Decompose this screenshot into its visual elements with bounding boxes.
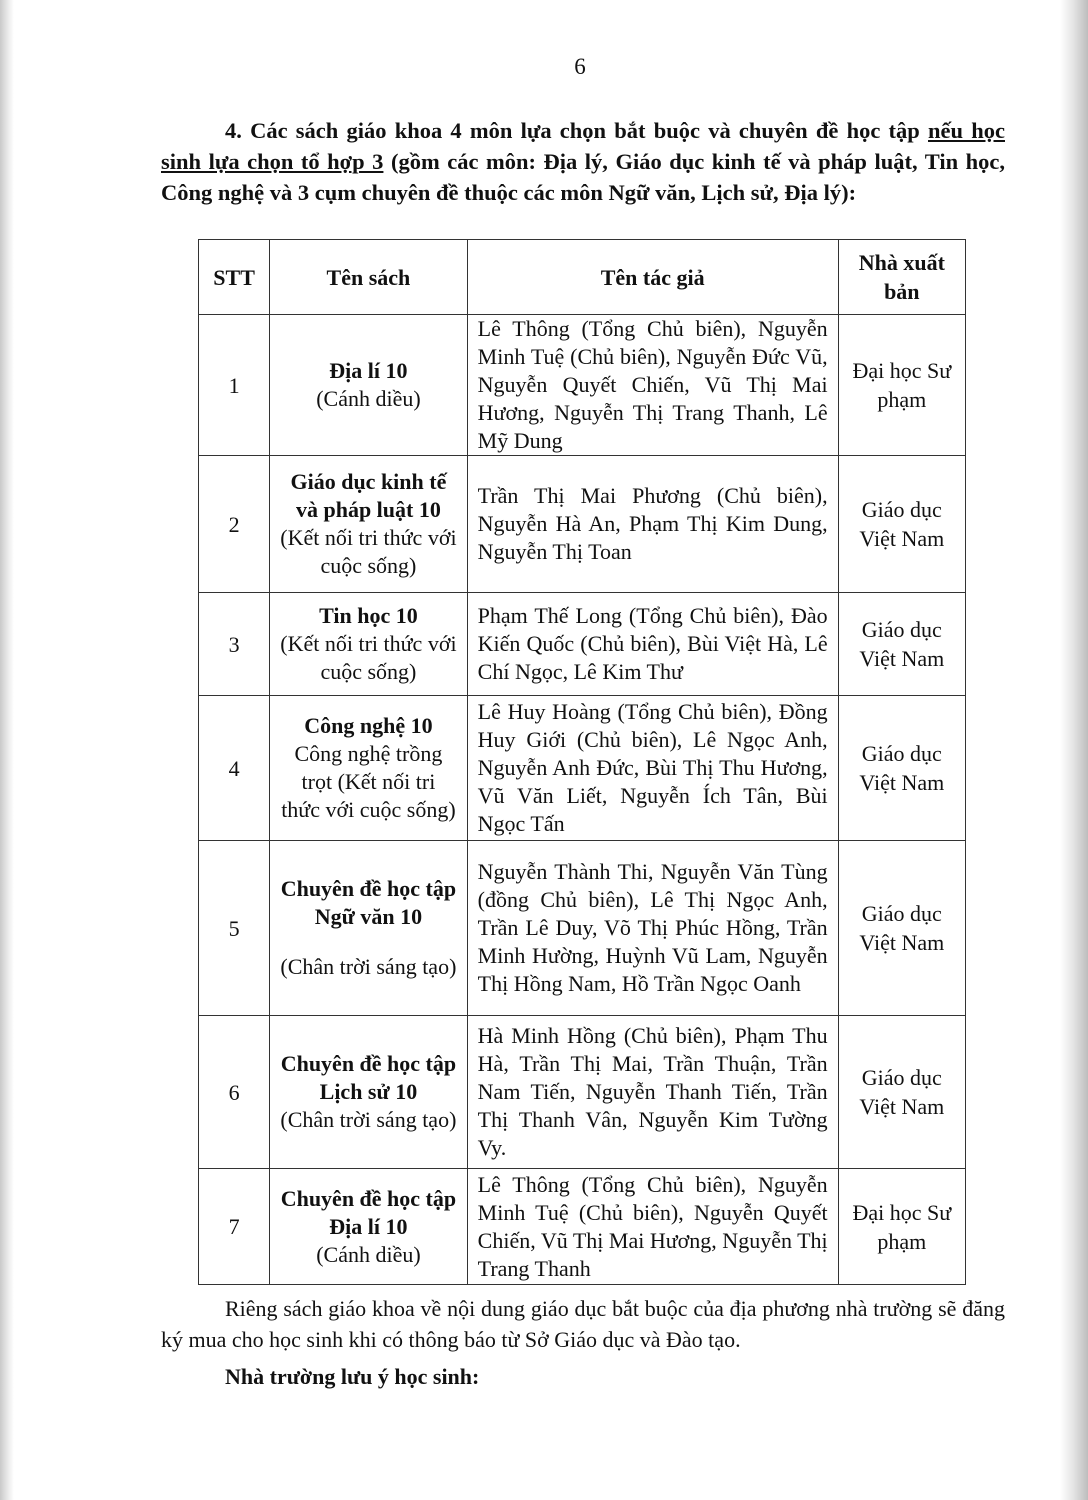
title-rest: (Chân trời sáng tạo) bbox=[280, 954, 457, 979]
row-stt: 2 bbox=[199, 456, 270, 593]
table-row bbox=[199, 841, 966, 1016]
row-publisher: Đại học Sư phạm bbox=[838, 1169, 965, 1285]
section-heading bbox=[161, 115, 1005, 208]
table-row bbox=[199, 593, 966, 696]
header-stt: STT bbox=[199, 240, 270, 315]
row-title bbox=[270, 841, 468, 1016]
title-bold: Giáo dục kinh tế và pháp luật 10 bbox=[290, 469, 447, 522]
row-authors: Trần Thị Mai Phương (Chủ biên), Nguyễn Hà An, Phạm Thị Kim Dung, Nguyễn Thị Toan bbox=[467, 456, 838, 593]
row-stt: 5 bbox=[199, 841, 270, 1016]
row-authors: Nguyễn Thành Thi, Nguyễn Văn Tùng (đồng Chủ biên), Lê Thị Ngọc Anh, Trần Lê Duy, Võ Thị Phúc Hồng, Trần Minh Hường, Huỳnh Vũ Lam, Nguyễn Thị Hồng Nam, Hồ Trần Ngọc Oanh bbox=[467, 841, 838, 1016]
textbook-table bbox=[198, 239, 966, 1285]
title-bold: Công nghệ 10 bbox=[304, 713, 433, 738]
heading-underlined: nếu học sinh lựa chọn tổ hợp 3 bbox=[161, 118, 1005, 174]
page-left-shadow bbox=[0, 0, 14, 1500]
row-authors: Phạm Thế Long (Tổng Chủ biên), Đào Kiến Quốc (Chủ biên), Bùi Việt Hà, Lê Chí Ngọc, Lê Kim Thư bbox=[467, 593, 838, 696]
title-rest: (Kết nối tri thức với cuộc sống) bbox=[280, 525, 457, 578]
title-rest: (Kết nối tri thức với cuộc sống) bbox=[280, 631, 457, 684]
row-authors: Hà Minh Hồng (Chủ biên), Phạm Thu Hà, Trần Thị Mai, Trần Thuận, Trần Nam Tiến, Nguyễn Thanh Tiến, Trần Thị Thanh Vân, Nguyễn Kim Tường Vy. bbox=[467, 1016, 838, 1169]
header-title: Tên sách bbox=[270, 240, 468, 315]
table-row bbox=[199, 696, 966, 841]
title-bold: Chuyên đề học tập Lịch sử 10 bbox=[280, 1051, 457, 1104]
row-publisher: Giáo dục Việt Nam bbox=[838, 1016, 965, 1169]
heading-part1: 4. Các sách giáo khoa 4 môn lựa chọn bắt buộc và chuyên đề học tập bbox=[225, 118, 929, 143]
row-stt: 1 bbox=[199, 315, 270, 456]
note-paragraph bbox=[161, 1293, 1005, 1355]
row-stt: 3 bbox=[199, 593, 270, 696]
row-title bbox=[270, 696, 468, 841]
page-right-shadow bbox=[1060, 0, 1088, 1500]
row-publisher: Đại học Sư phạm bbox=[838, 315, 965, 456]
header-author: Tên tác giả bbox=[467, 240, 838, 315]
row-publisher: Giáo dục Việt Nam bbox=[838, 841, 965, 1016]
page-number: 6 bbox=[574, 54, 586, 79]
title-rest: (Chân trời sáng tạo) bbox=[280, 1107, 457, 1132]
table-header-row bbox=[199, 240, 966, 315]
row-title bbox=[270, 1169, 468, 1285]
row-title bbox=[270, 315, 468, 456]
note-text: Riêng sách giáo khoa về nội dung giáo dục bắt buộc của địa phương nhà trường sẽ đăng ký mua cho học sinh khi có thông báo từ Sở Giáo dục và Đào tạo. bbox=[161, 1296, 1005, 1352]
row-publisher: Giáo dục Việt Nam bbox=[838, 593, 965, 696]
table-row bbox=[199, 456, 966, 593]
row-publisher: Giáo dục Việt Nam bbox=[838, 456, 965, 593]
table-row bbox=[199, 1169, 966, 1285]
header-publisher: Nhà xuất bản bbox=[838, 240, 965, 315]
title-rest: (Cánh diều) bbox=[316, 386, 421, 411]
remind-heading: Nhà trường lưu ý học sinh: bbox=[225, 1364, 480, 1389]
title-rest: Công nghệ trồng trọt (Kết nối tri thức với cuộc sống) bbox=[281, 741, 456, 822]
table-row bbox=[199, 315, 966, 456]
row-publisher: Giáo dục Việt Nam bbox=[838, 696, 965, 841]
row-authors: Lê Thông (Tổng Chủ biên), Nguyễn Minh Tuệ (Chủ biên), Nguyễn Đức Vũ, Nguyễn Quyết Chiến, Vũ Thị Mai Hương, Nguyễn Thị Trang Thanh, Lê Mỹ Dung bbox=[467, 315, 838, 456]
row-title bbox=[270, 456, 468, 593]
row-title bbox=[270, 593, 468, 696]
title-bold: Địa lí 10 bbox=[329, 358, 408, 383]
title-bold: Chuyên đề học tập Ngữ văn 10 bbox=[280, 876, 457, 929]
title-bold: Chuyên đề học tập Địa lí 10 bbox=[280, 1185, 457, 1239]
heading-part2: (gồm các môn: Địa lý, Giáo dục kinh tế và pháp luật, Tin học, Công nghệ và 3 cụm chuyên đề thuộc các môn Ngữ văn, Lịch sử, Địa lý): bbox=[161, 149, 1005, 205]
row-authors: Lê Huy Hoàng (Tổng Chủ biên), Đồng Huy Giới (Chủ biên), Lê Ngọc Anh, Nguyễn Anh Đức, Bùi Thị Thu Hương, Vũ Văn Liết, Nguyễn Ích Tân, Bùi Ngọc Tấn bbox=[467, 696, 838, 841]
row-stt: 6 bbox=[199, 1016, 270, 1169]
row-title bbox=[270, 1016, 468, 1169]
table-row bbox=[199, 1016, 966, 1169]
row-stt: 7 bbox=[199, 1169, 270, 1285]
row-authors: Lê Thông (Tổng Chủ biên), Nguyễn Minh Tuệ (Chủ biên), Nguyễn Quyết Chiến, Vũ Thị Mai Hương, Nguyễn Thị Trang Thanh bbox=[467, 1169, 838, 1285]
title-rest: (Cánh diều) bbox=[316, 1241, 421, 1267]
row-stt: 4 bbox=[199, 696, 270, 841]
title-bold: Tin học 10 bbox=[319, 603, 418, 628]
